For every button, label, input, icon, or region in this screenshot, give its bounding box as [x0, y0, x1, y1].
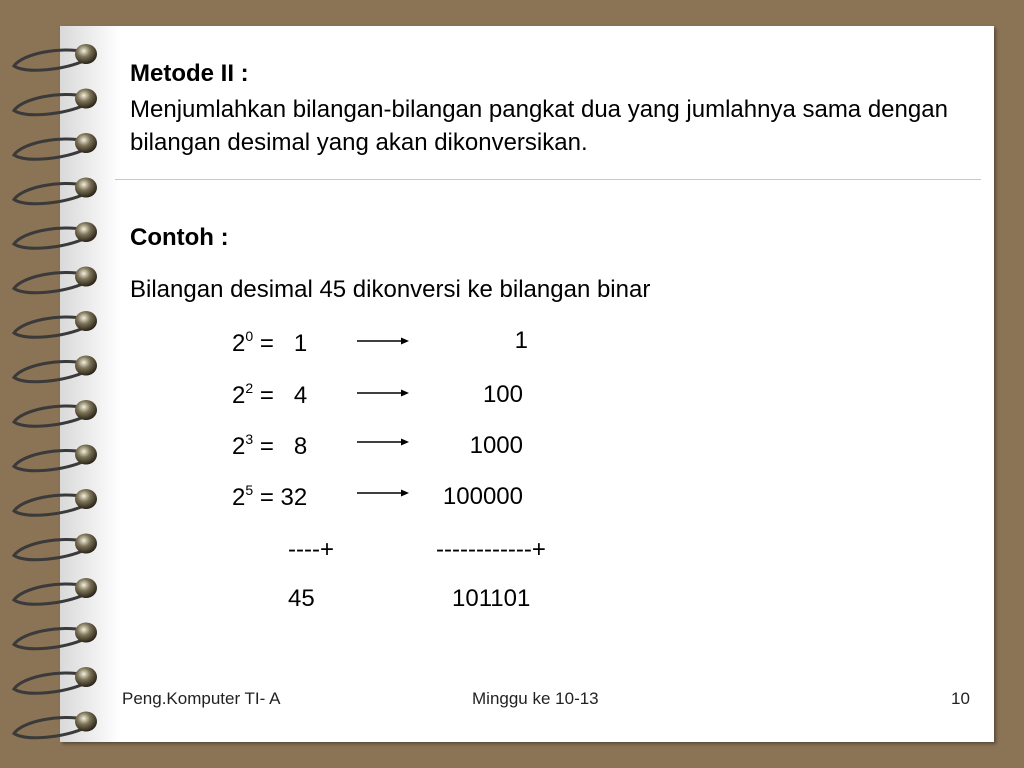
arrow-icon: [357, 488, 409, 498]
arrow-icon: [357, 388, 409, 398]
power-base: 2: [232, 382, 246, 409]
arrow-icon: [357, 437, 409, 447]
power-base: 2: [232, 484, 246, 511]
power-value: = 4: [253, 382, 308, 409]
power-value: = 1: [253, 330, 308, 357]
method-title: Metode II :: [130, 60, 249, 87]
power-base: 2: [232, 330, 246, 357]
power-row-1: [232, 380, 307, 411]
power-row-2: [232, 431, 307, 462]
sum-line-left: ----+: [288, 536, 334, 563]
binary-value: 1000: [469, 432, 523, 459]
arrow-icon: [357, 336, 409, 346]
power-value: = 32: [253, 484, 308, 511]
divider: [115, 179, 981, 180]
binary-value: 100000: [442, 483, 523, 510]
power-exponent: 0: [245, 328, 254, 344]
binary-value: 1: [514, 327, 528, 354]
footer-course: Peng.Komputer TI- A: [122, 689, 281, 708]
example-intro: Bilangan desimal 45 dikonversi ke bilangan binar: [130, 276, 651, 303]
method-description: Menjumlahkan bilangan-bilangan pangkat dua yang jumlahnya sama dengan bilangan desimal yang akan dikonversikan.: [130, 96, 948, 156]
power-value: = 8: [253, 433, 308, 460]
example-label: Contoh :: [130, 224, 229, 251]
footer-page-number: 10: [951, 689, 970, 708]
power-exponent: 5: [245, 482, 254, 498]
total-binary: 101101: [452, 585, 531, 612]
power-base: 2: [232, 433, 246, 460]
power-row-3: [232, 482, 307, 513]
power-exponent: 3: [245, 431, 254, 447]
sum-line-right: ------------+: [436, 536, 546, 563]
total-decimal: 45: [288, 585, 315, 612]
footer-week: Minggu ke 10-13: [472, 689, 599, 708]
power-row-0: [232, 328, 307, 359]
page-binding-shade: [60, 26, 120, 742]
power-exponent: 2: [245, 380, 254, 396]
binary-value: 100: [482, 381, 523, 408]
